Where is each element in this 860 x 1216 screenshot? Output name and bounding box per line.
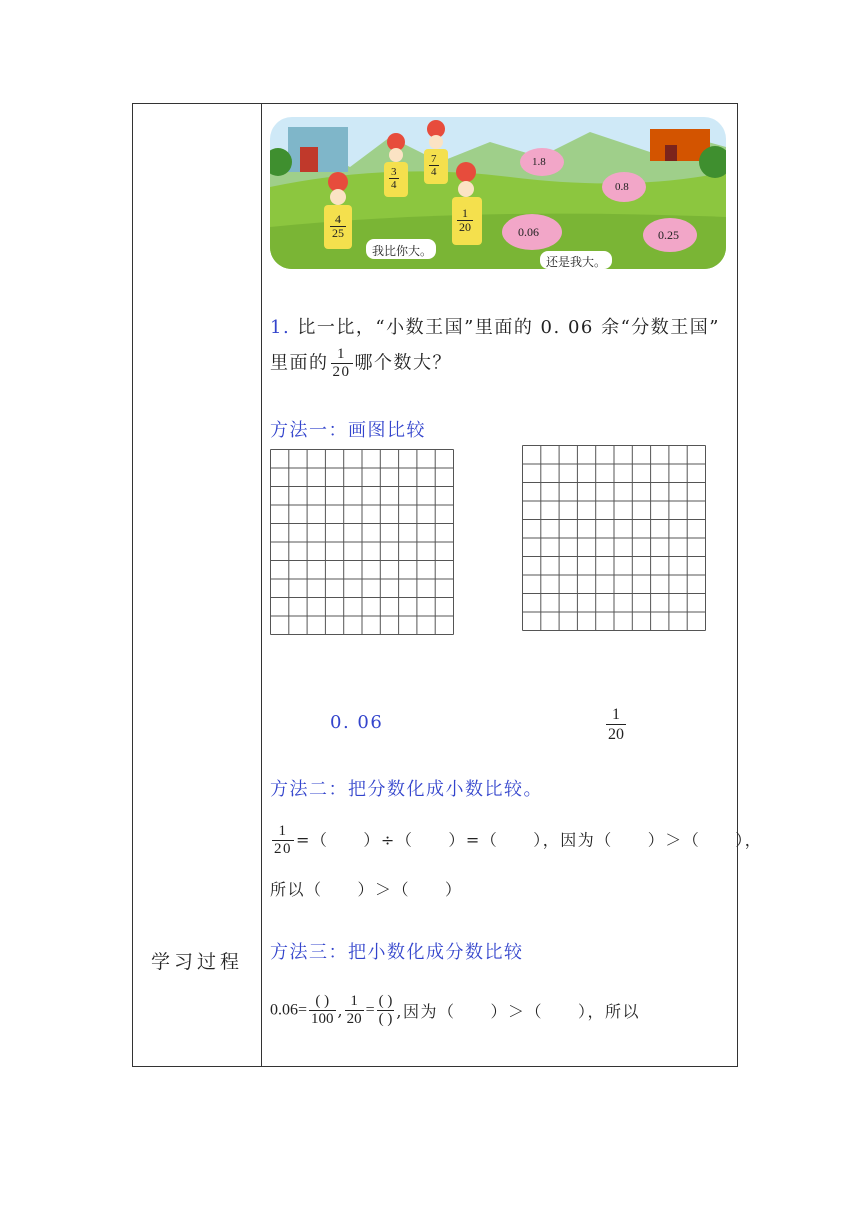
column-divider [261, 104, 262, 1066]
clown-fraction: $\frac{3}{4}$ [391, 166, 397, 191]
question-line-1 [270, 313, 720, 339]
question-suffix: 哪个数大？ [354, 352, 452, 374]
equals-sign: = [298, 1001, 308, 1019]
grid-right-label: $\frac{1}{20}$ [608, 706, 624, 743]
method3-tail: ,因为（ ）＞（ ），所以 [396, 1002, 640, 1021]
method3-fraction-1: $\frac{( )}{100}$ [311, 993, 334, 1027]
speech-bubble-right: 还是我大。 [546, 255, 607, 269]
method3-fraction-2: $\frac{1}{20}$ [346, 993, 362, 1027]
method3-fraction-3: $\frac{( )}{( )}$ [378, 993, 393, 1027]
grid-right [522, 445, 706, 631]
question-text: 比一比，“小数王国”里面的 0. 06 余“分数王国” [297, 317, 720, 338]
method2-eq-text: =（ ）÷（ ）=（ ），因为（ ）＞（ ）， [296, 830, 763, 850]
grid-left [270, 449, 454, 635]
clown-fraction: $\frac{4}{25}$ [332, 212, 344, 240]
blob-label: 1.8 [532, 156, 546, 168]
clowns-and-blobs-illustration [270, 117, 726, 269]
equals-sign: = [365, 1001, 375, 1019]
question-prefix: 里面的 [270, 352, 329, 374]
comma: , [337, 1001, 343, 1020]
left-column-label: 学习过程 [150, 951, 243, 973]
method3-equation [270, 993, 640, 1028]
question-number: 1. [270, 317, 291, 338]
method3-title: 方法三：把小数化成分数比较 [270, 942, 524, 963]
illustration [270, 117, 726, 269]
method2-fraction: $\frac{1}{20}$ [274, 823, 292, 857]
method1-title: 方法一：画图比较 [270, 420, 426, 441]
question-line-2 [270, 346, 452, 381]
clown-fraction: $\frac{1}{20}$ [459, 206, 471, 234]
question-fraction: $\frac{1}{20}$ [332, 346, 351, 380]
blob-label: 0.06 [518, 225, 539, 239]
grid-left-label: 0. 06 [330, 712, 384, 733]
blob-label: 0.25 [658, 228, 679, 242]
clown-fraction: $\frac{7}{4}$ [431, 153, 437, 178]
speech-bubble-left: 我比你大。 [372, 244, 433, 258]
method2-title: 方法二：把分数化成小数比较。 [270, 779, 543, 800]
method2-equation [270, 823, 762, 858]
blob-label: 0.8 [615, 181, 629, 193]
method2-conclusion: 所以（ ）＞（ ） [270, 880, 463, 899]
method3-decimal: 0.06 [270, 1001, 298, 1019]
